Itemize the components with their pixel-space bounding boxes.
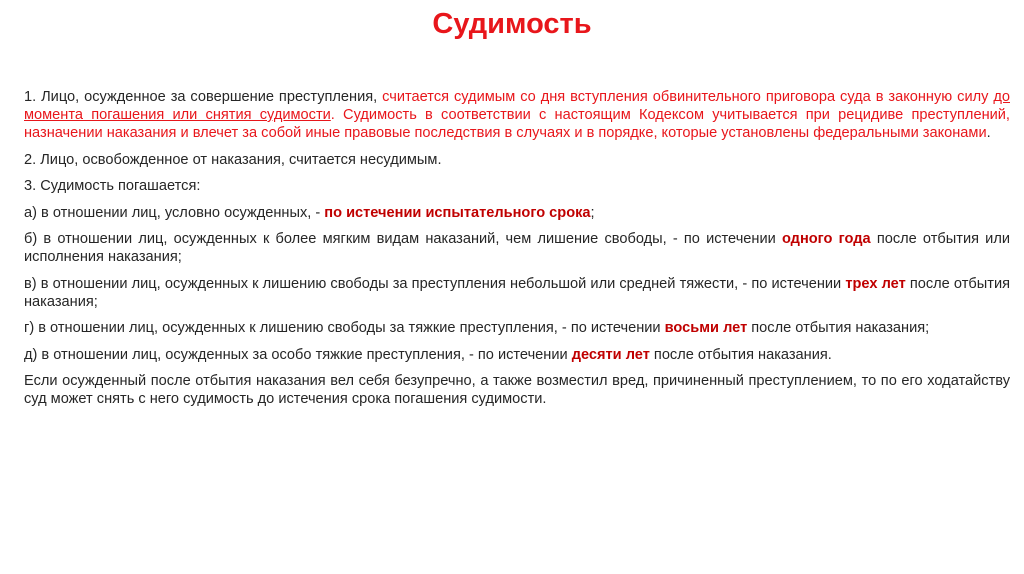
item-a-highlight: по истечении испытательного срока: [324, 204, 591, 221]
item-a-lead: а) в отношении лиц, условно осужденных, -: [24, 204, 325, 221]
item-v: [24, 275, 1010, 311]
item-v-highlight: трех лет: [845, 275, 906, 292]
p1-end: .: [986, 125, 991, 141]
slide-body: [24, 88, 1010, 417]
item-d-end: после отбытия наказания.: [649, 346, 832, 363]
item-b-end: после отбытия или исполнения наказания;: [24, 231, 1010, 265]
item-b-lead: б) в отношении лиц, осужденных к более мягким видам наказаний, чем лишение свободы, - по истечении: [24, 231, 782, 247]
item-g-lead: г) в отношении лиц, осужденных к лишению свободы за тяжкие преступления, - по истечении: [24, 320, 665, 336]
item-v-end: после отбытия наказания;: [24, 275, 1011, 310]
paragraph-2: 2. Лицо, освобожденное от наказания, считается несудимым.: [24, 151, 442, 168]
item-d-lead: д) в отношении лиц, осужденных за особо тяжкие преступления, - по истечении: [24, 346, 572, 363]
p1-red-1: считается судимым со дня вступления обвинительного приговора суда в законную силу: [382, 89, 994, 105]
item-d-highlight: десяти лет: [571, 346, 650, 363]
item-a: [24, 204, 1010, 222]
paragraph-last: Если осужденный после отбытия наказания вел себя безупречно, а также возместил вред, причиненный преступлением, то по его ходатайству суд может снять с него судимость до истечения срока погашения судимости.: [24, 373, 1010, 407]
item-v-lead: в) в отношении лиц, осужденных к лишению свободы за преступления небольшой или средней тяжести, - по истечении: [24, 275, 846, 292]
p1-underlined: до момента погашения или снятия судимости: [24, 89, 1010, 123]
paragraph-3: 3. Судимость погашается:: [24, 178, 201, 194]
item-b: [24, 230, 1010, 266]
p1-lead: 1. Лицо, осужденное за совершение преступления,: [24, 89, 383, 105]
item-g-end: после отбытия наказания;: [747, 320, 930, 336]
item-d: [24, 346, 1010, 364]
paragraph-1: [24, 88, 1010, 142]
item-b-highlight: одного года: [781, 231, 871, 247]
slide-title: Судимость: [432, 8, 592, 40]
item-g-highlight: восьми лет: [664, 320, 748, 336]
item-g: [24, 319, 1010, 337]
p1-red-2: . Судимость в соответствии с настоящим Кодексом учитывается при рецидиве преступлений, назначении наказания и влечет за собой иные правовые последствия в случаях и в порядке, которые установлены федеральными законами: [24, 107, 1010, 141]
item-a-end: ;: [590, 204, 595, 221]
